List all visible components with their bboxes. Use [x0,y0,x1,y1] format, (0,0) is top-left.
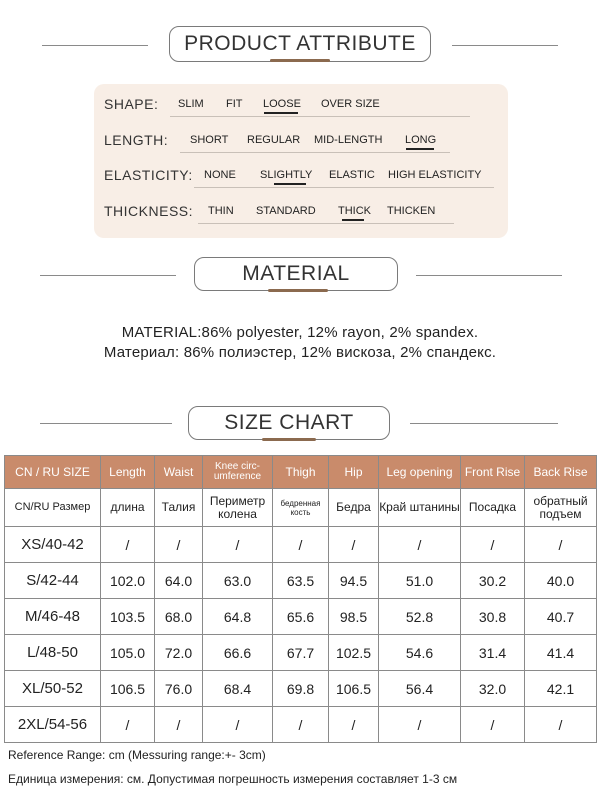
table-cell: 68.4 [203,671,273,707]
material-en: MATERIAL:86% polyester, 12% rayon, 2% spandex. [121,324,479,341]
table-cell: 98.5 [329,599,379,635]
table-cell: 2XL/54-56 [5,707,101,743]
table-cell: XL/50-52 [5,671,101,707]
table-cell: / [203,527,273,563]
title-underline [268,289,328,292]
attribute-row-elasticity [94,163,508,191]
table-cell: Талия [155,489,203,527]
selected-marker [274,183,306,185]
material-ru: Материал: 86% полиэстер, 12% вискоза, 2% спандекс. [103,344,497,361]
table-cell: 102.5 [329,635,379,671]
attribute-label: ELASTICITY: [104,167,193,183]
option-thick: THICK [338,205,371,217]
table-cell: 40.0 [525,563,597,599]
option-mid-length: MID-LENGTH [314,134,383,146]
column-header: Knee circ-umference [203,456,273,489]
table-cell: 64.0 [155,563,203,599]
reference-en: Reference Range: cm (Messuring range:+- 3cm) [8,748,266,762]
table-cell: / [379,527,461,563]
table-cell: 32.0 [461,671,525,707]
table-cell: обратный подъем [525,489,597,527]
table-cell: 68.0 [155,599,203,635]
selected-marker [264,112,298,114]
attribute-rule [194,187,494,188]
attribute-label: THICKNESS: [104,203,194,219]
option-fit: FIT [226,98,243,110]
table-cell: / [203,707,273,743]
section-title: MATERIAL [242,262,350,285]
table-cell: / [155,707,203,743]
table-cell: 106.5 [101,671,155,707]
table-row [5,635,597,671]
table-cell: / [461,707,525,743]
column-header: Thigh [273,456,329,489]
size-table [4,455,597,743]
table-cell: 69.8 [273,671,329,707]
option-high-elasticity: HIGH ELASTICITY [388,169,482,181]
attribute-row-length [94,128,508,156]
column-header: Leg opening [379,456,461,489]
table-header-row [5,456,597,489]
table-subheader-row [5,489,597,527]
table-cell: 76.0 [155,671,203,707]
table-cell: Периметр колена [203,489,273,527]
table-cell: M/46-48 [5,599,101,635]
table-cell: / [273,707,329,743]
option-short: SHORT [190,134,229,146]
table-cell: 65.6 [273,599,329,635]
selected-marker [406,148,434,150]
table-cell: / [101,527,155,563]
column-header: Waist [155,456,203,489]
option-long: LONG [405,134,437,146]
divider-left [40,423,172,424]
title-underline [270,59,330,62]
table-cell: 105.0 [101,635,155,671]
table-cell: 63.5 [273,563,329,599]
table-cell: 67.7 [273,635,329,671]
column-header: Length [101,456,155,489]
table-cell: 30.8 [461,599,525,635]
title-underline [262,438,316,441]
table-cell: 56.4 [379,671,461,707]
table-cell: / [379,707,461,743]
table-cell: / [155,527,203,563]
column-header: Back Rise [525,456,597,489]
column-header: Hip [329,456,379,489]
attribute-row-thickness [94,199,508,227]
table-cell: / [461,527,525,563]
attribute-panel [94,84,508,238]
option-slim: SLIM [178,98,204,110]
column-header: CN / RU SIZE [5,456,101,489]
divider-left [42,45,148,46]
divider-right [410,423,558,424]
table-cell: / [101,707,155,743]
option-regular: REGULAR [247,134,301,146]
column-header: Front Rise [461,456,525,489]
table-cell: CN/RU Размер [5,489,101,527]
section-title-box [169,26,431,62]
table-cell: Посадка [461,489,525,527]
attribute-label: LENGTH: [104,132,169,148]
option-standard: STANDARD [256,205,316,217]
table-cell: L/48-50 [5,635,101,671]
option-thin: THIN [208,205,234,217]
table-cell: Бедра [329,489,379,527]
table-cell: / [329,527,379,563]
attribute-label: SHAPE: [104,96,159,112]
table-cell: 66.6 [203,635,273,671]
table-cell: / [329,707,379,743]
table-cell: 72.0 [155,635,203,671]
reference-ru: Единица измерения: см. Допустимая погрешность измерения составляет 1-3 см [8,772,458,786]
table-cell: 102.0 [101,563,155,599]
table-row [5,527,597,563]
table-cell: Край штанины [379,489,461,527]
table-cell: 40.7 [525,599,597,635]
attribute-row-shape [94,92,508,120]
table-cell: / [525,707,597,743]
material-header [0,256,600,296]
table-cell: бедренная кость [273,489,329,527]
attribute-rule [198,223,454,224]
table-cell: 94.5 [329,563,379,599]
table-row [5,707,597,743]
table-cell: 30.2 [461,563,525,599]
table-row [5,563,597,599]
divider-right [416,275,562,276]
table-row [5,599,597,635]
table-cell: / [273,527,329,563]
table-cell: 42.1 [525,671,597,707]
table-cell: 41.4 [525,635,597,671]
attribute-rule [170,116,470,117]
option-thicken: THICKEN [387,205,436,217]
divider-left [40,275,176,276]
table-cell: длина [101,489,155,527]
divider-right [452,45,558,46]
table-cell: / [525,527,597,563]
selected-marker [342,219,364,221]
option-elastic: ELASTIC [329,169,375,181]
attribute-rule [180,152,450,153]
option-none: NONE [204,169,236,181]
option-slightly: SLIGHTLY [260,169,313,181]
table-cell: 63.0 [203,563,273,599]
option-loose: LOOSE [263,98,301,110]
product-attribute-header [0,26,600,66]
table-cell: 106.5 [329,671,379,707]
table-cell: 31.4 [461,635,525,671]
table-cell: XS/40-42 [5,527,101,563]
section-title-box [194,257,398,291]
section-title-box [188,406,390,440]
option-over-size: OVER SIZE [321,98,380,110]
table-row [5,671,597,707]
table-cell: 54.6 [379,635,461,671]
table-cell: 52.8 [379,599,461,635]
table-cell: 51.0 [379,563,461,599]
table-cell: S/42-44 [5,563,101,599]
section-title: PRODUCT ATTRIBUTE [184,32,416,55]
table-cell: 64.8 [203,599,273,635]
section-title: SIZE CHART [224,411,354,434]
size-chart-header [0,404,600,444]
table-cell: 103.5 [101,599,155,635]
